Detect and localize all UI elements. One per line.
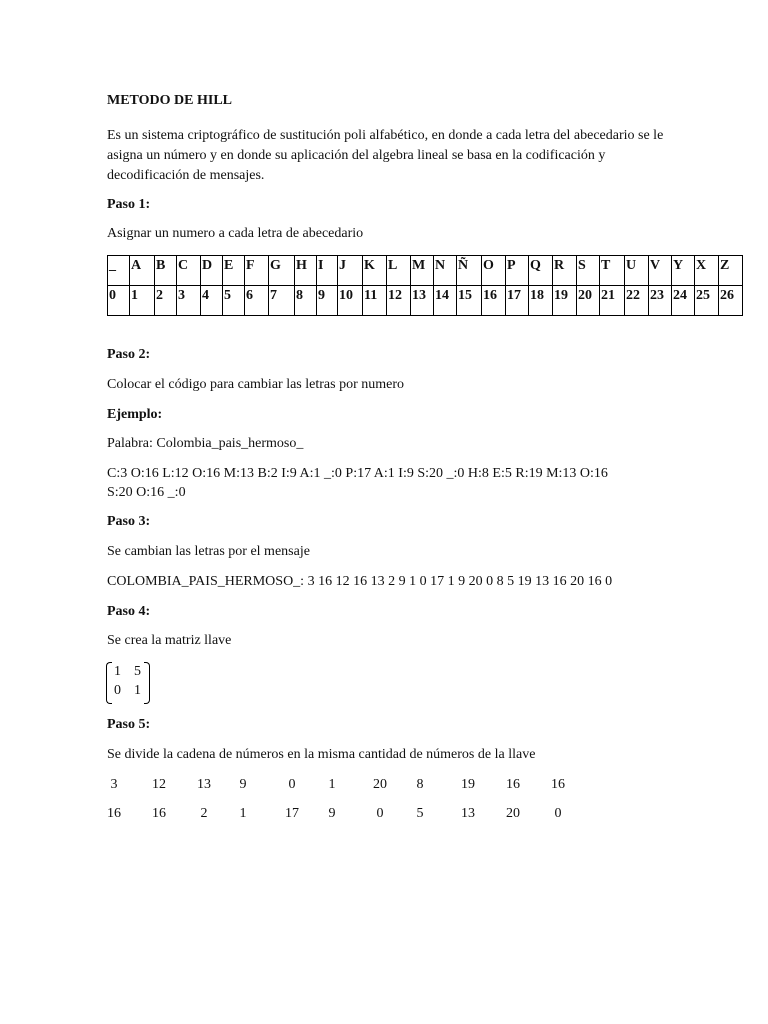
- step5-text: Se divide la cadena de números en la misma cantidad de números de la llave: [107, 747, 536, 762]
- number-group-value: 0: [376, 806, 384, 821]
- number-group-value: 5: [416, 806, 424, 821]
- number-group-value: 16: [551, 777, 565, 792]
- step2-heading: Paso 2:: [107, 347, 151, 362]
- alphabet-letter-cell: I: [317, 256, 338, 286]
- number-group-value: 1: [239, 806, 247, 821]
- alphabet-number-cell: 15: [457, 286, 482, 316]
- number-group-value: 20: [506, 806, 520, 821]
- number-group-value: 12: [152, 777, 166, 792]
- example-mapping-line-1: C:3 O:16 L:12 O:16 M:13 B:2 I:9 A:1 _:0 P:17 A:1 I:9 S:20 _:0 H:8 E:5 R:19 M:13 O:16: [107, 466, 608, 481]
- alphabet-letter-cell: B: [155, 256, 177, 286]
- alphabet-letter-cell: X: [695, 256, 719, 286]
- alphabet-letter-cell: O: [482, 256, 506, 286]
- example-word: Palabra: Colombia_pais_hermoso_: [107, 436, 304, 451]
- intro-paragraph: Es un sistema criptográfico de sustitución poli alfabético, en donde a cada letra del abecedario se le asigna un número y en donde su aplicación del algebra lineal se basa en la codificación y decodificación de mensajes.: [107, 128, 664, 183]
- number-group-value: 9: [328, 806, 336, 821]
- alphabet-number-cell: 21: [600, 286, 625, 316]
- alphabet-number-cell: 4: [201, 286, 223, 316]
- alphabet-number-cell: 19: [553, 286, 577, 316]
- alphabet-letter-cell: H: [295, 256, 317, 286]
- step3-heading: Paso 3:: [107, 514, 151, 529]
- step3-text: Se cambian las letras por el mensaje: [107, 544, 310, 559]
- matrix-cell: 0: [114, 683, 121, 698]
- alphabet-number-cell: 22: [625, 286, 649, 316]
- alphabet-number-cell: 7: [269, 286, 295, 316]
- example-heading: Ejemplo:: [107, 407, 163, 422]
- example-mapping-line-2: S:20 O:16 _:0: [107, 485, 186, 500]
- alphabet-letter-cell: J: [338, 256, 363, 286]
- alphabet-letter-cell: C: [177, 256, 201, 286]
- alphabet-letter-cell: N: [434, 256, 457, 286]
- alphabet-number-cell: 18: [529, 286, 553, 316]
- alphabet-letter-cell: S: [577, 256, 600, 286]
- alphabet-number-cell: 23: [649, 286, 672, 316]
- alphabet-number-cell: 12: [387, 286, 411, 316]
- step4-text: Se crea la matriz llave: [107, 633, 232, 648]
- step1-heading: Paso 1:: [107, 197, 151, 212]
- alphabet-number-cell: 26: [719, 286, 743, 316]
- alphabet-letters-row: [108, 256, 743, 286]
- alphabet-number-cell: 17: [506, 286, 529, 316]
- alphabet-number-cell: 6: [245, 286, 269, 316]
- alphabet-letter-cell: M: [411, 256, 434, 286]
- alphabet-number-cell: 25: [695, 286, 719, 316]
- alphabet-number-cell: 2: [155, 286, 177, 316]
- alphabet-number-cell: 24: [672, 286, 695, 316]
- alphabet-letter-cell: Ñ: [457, 256, 482, 286]
- step4-heading: Paso 4:: [107, 604, 151, 619]
- alphabet-letter-cell: F: [245, 256, 269, 286]
- number-group-value: 16: [152, 806, 166, 821]
- alphabet-letter-cell: Q: [529, 256, 553, 286]
- step2-text: Colocar el código para cambiar las letras por numero: [107, 377, 404, 392]
- alphabet-table: [107, 255, 743, 316]
- alphabet-letter-cell: _: [108, 256, 130, 286]
- number-group-value: 0: [554, 806, 562, 821]
- alphabet-letter-cell: U: [625, 256, 649, 286]
- number-group-value: 8: [416, 777, 424, 792]
- number-group-value: 16: [107, 806, 121, 821]
- alphabet-number-cell: 3: [177, 286, 201, 316]
- matrix-cell: 1: [134, 683, 141, 698]
- alphabet-letter-cell: R: [553, 256, 577, 286]
- matrix-right-bracket: [144, 662, 150, 704]
- step1-text: Asignar un numero a cada letra de abecedario: [107, 226, 364, 241]
- alphabet-letter-cell: Y: [672, 256, 695, 286]
- alphabet-letter-cell: G: [269, 256, 295, 286]
- alphabet-number-cell: 5: [223, 286, 245, 316]
- matrix-cell: 5: [134, 664, 141, 679]
- number-group-value: 9: [239, 777, 247, 792]
- number-group-value: 13: [461, 806, 475, 821]
- alphabet-number-cell: 1: [130, 286, 155, 316]
- number-group-value: 20: [373, 777, 387, 792]
- alphabet-numbers-row: [108, 286, 743, 316]
- step5-heading: Paso 5:: [107, 717, 151, 732]
- matrix-left-bracket: [106, 662, 112, 704]
- alphabet-letter-cell: D: [201, 256, 223, 286]
- alphabet-letter-cell: E: [223, 256, 245, 286]
- key-matrix: [106, 662, 150, 704]
- number-group-value: 3: [110, 777, 118, 792]
- number-group-value: 1: [328, 777, 336, 792]
- number-group-value: 0: [288, 777, 296, 792]
- alphabet-number-cell: 13: [411, 286, 434, 316]
- alphabet-number-cell: 16: [482, 286, 506, 316]
- alphabet-number-cell: 9: [317, 286, 338, 316]
- number-group-value: 13: [197, 777, 211, 792]
- number-group-value: 16: [506, 777, 520, 792]
- number-group-value: 17: [285, 806, 299, 821]
- alphabet-letter-cell: Z: [719, 256, 743, 286]
- alphabet-number-cell: 11: [363, 286, 387, 316]
- alphabet-number-cell: 10: [338, 286, 363, 316]
- alphabet-number-cell: 14: [434, 286, 457, 316]
- alphabet-letter-cell: L: [387, 256, 411, 286]
- alphabet-number-cell: 8: [295, 286, 317, 316]
- alphabet-letter-cell: A: [130, 256, 155, 286]
- page-title: METODO DE HILL: [107, 93, 232, 108]
- number-group-value: 19: [461, 777, 475, 792]
- alphabet-letter-cell: T: [600, 256, 625, 286]
- encoded-message: COLOMBIA_PAIS_HERMOSO_: 3 16 12 16 13 2 9 1 0 17 1 9 20 0 8 5 19 13 16 20 16 0: [107, 574, 613, 589]
- alphabet-letter-cell: K: [363, 256, 387, 286]
- alphabet-letter-cell: P: [506, 256, 529, 286]
- alphabet-number-cell: 0: [108, 286, 130, 316]
- number-group-value: 2: [200, 806, 208, 821]
- matrix-cell: 1: [114, 664, 121, 679]
- alphabet-letter-cell: V: [649, 256, 672, 286]
- alphabet-number-cell: 20: [577, 286, 600, 316]
